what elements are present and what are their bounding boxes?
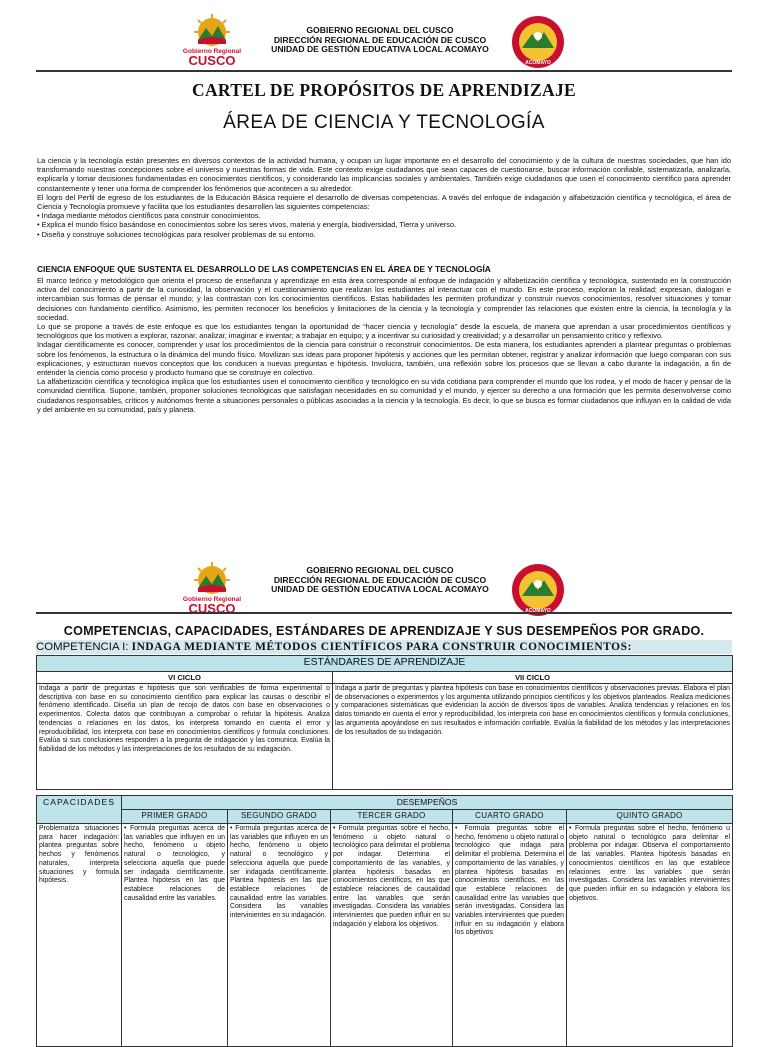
grade-header: CUARTO GRADO: [453, 810, 567, 824]
desempeno-cell: [453, 824, 567, 1047]
gobierno-regional-cusco-logo: [176, 560, 248, 618]
desempeno-cell: [122, 824, 228, 1047]
header-line-3: UNIDAD DE GESTIÓN EDUCATIVA LOCAL ACOMAYO: [271, 584, 489, 595]
ugel-acomayo-seal: [510, 562, 566, 618]
desempeno-text: • Formula preguntas sobre el hecho, fenómeno u objeto natural o tecnológico para delimitar el problema por indagar. Determina el comportamiento de las variables, y plantea hipótesis basadas en conocimientos científicos, en las que establece relaciones de causalidad entre las variables que serán investigadas. Considera las variables intervinientes que pueden influir en su indagación y elabora los objetivos.: [333, 825, 450, 928]
section-title: CIENCIA ENFOQUE QUE SUSTENTA EL DESARROLLO DE LAS COMPETENCIAS EN EL ÁREA DE Y TECNOLOGÍA: [37, 264, 491, 274]
header-second: [0, 560, 768, 620]
intro-bullet: • Explica el mundo físico basándose en conocimientos sobre los seres vivos, materia y energía, biodiversidad, Tierra y universo.: [37, 220, 457, 230]
desempeno-text: • Formula preguntas acerca de las variables que influyen en un hecho, fenómeno u objeto natural o tecnológico y selecciona aquella que puede ser indagada científicamente. Plantea hipótesis en las que establece relaciones de causalidad entre las variables. Considera las variables intervinientes en su indagación.: [230, 825, 328, 920]
grade-header: QUINTO GRADO: [567, 810, 733, 824]
area-title: ÁREA DE CIENCIA Y TECNOLOGÍA: [223, 112, 545, 133]
cycle-vii-standard: Indaga a partir de preguntas y plantea hipótesis con base en conocimientos científicos y observaciones previas. Elabora el plan de observaciones o experimentos y los argumenta utilizando principios científicos y los objetivos planteados. Realiza mediciones y comparaciones sistemáticas que evidencian la acción de diversos tipos de variables. Analiza tendencias y relaciones en los datos tomando en cuenta el error y reproducibilidad, los interpreta con base en conocimientos científicos y formula conclusiones, las argumenta apoyándose en sus resultados e información confiable. Evalúa la fiabilidad de los métodos y las interpretaciones de los resultados de su indagación.: [333, 684, 733, 790]
header-line-3: UNIDAD DE GESTIÓN EDUCATIVA LOCAL ACOMAYO: [271, 44, 489, 55]
logo-left-big: CUSCO: [188, 601, 236, 616]
grade-header: TERCER GRADO: [331, 810, 453, 824]
header-rule: [36, 70, 732, 72]
desempenos-header: DESEMPEÑOS: [122, 796, 733, 810]
header-line-2: DIRECCIÓN REGIONAL DE EDUCACIÓN DE CUSCO: [273, 574, 487, 585]
header-line-1: GOBIERNO REGIONAL DEL CUSCO: [306, 25, 454, 35]
header-line-2: DIRECCIÓN REGIONAL DE EDUCACIÓN DE CUSCO: [273, 34, 487, 45]
cycle-vi-header: VI CICLO: [37, 672, 333, 684]
header-institution-lines: [250, 566, 510, 595]
grade-header: PRIMER GRADO: [122, 810, 228, 824]
intro-paragraph: El logro del Perfil de egreso de los estudiantes de la Educación Básica requiere el desarrollo de diversas competencias. A través del enfoque de indagación y alfabetización científica y tecnológica, el área de Ciencia y Tecnología promueve y facilita que los estudiantes desarrollen las siguientes competencias:: [37, 192, 731, 212]
cycle-vi-standard: Indaga a partir de preguntas e hipótesis que son verificables de forma experimental o descriptiva con base en su conocimiento científico para explicar las causas o describir el fenómeno identificado. Diseña un plan de recojo de datos con base en observaciones o experimentos. Colecta datos que contribuyan a comprobar o refutar la hipótesis. Analiza tendencias o relaciones en los datos, los interpreta tomando en cuenta el error y reproducibilidad, los interpreta con base en conocimientos científicos y formula conclusiones. Evalúa si sus conclusiones responden a la pregunta de indagación y las comunica. Evalúa la fiabilidad de los métodos y las interpretaciones de los resultados de su indagación.: [37, 684, 333, 790]
page-title: CARTEL DE PROPÓSITOS DE APRENDIZAJE: [192, 80, 576, 100]
intro-text: [37, 156, 731, 239]
desempeno-text: • Formula preguntas acerca de las variables que influyen en un hecho, fenómeno u objeto natural o tecnológico, y selecciona aquella que puede ser indagada científicamente. Plantea hipótesis en las que establece relaciones de causalidad entre las variables.: [124, 825, 225, 902]
logo-left-big: CUSCO: [188, 53, 236, 68]
intro-paragraph: La ciencia y la tecnología están presentes en diversos contextos de la actividad humana, y ocupan un lugar importante en el desarrollo del conocimiento y de la cultura de nuestras sociedades, que han ido transformando nuestras concepciones sobre el universo y nuestras formas de vida. Este contexto exige ciudadanos que sean capaces de cuestionarse, buscar información confiable, sistematizarla, analizarla, explicarla y tomar decisiones fundamentadas en conocimientos científicos, y considerando las implicancias sociales y ambientales. También exige ciudadanos que usen el conocimiento científico para aprender constantemente y tener una forma de comprender los fenómenos que acontecen a su alrededor.: [37, 156, 731, 193]
header-top: [0, 12, 768, 72]
seal-caption: ACOMAYO: [525, 60, 551, 66]
intro-bullet: • Indaga mediante métodos científicos para construir conocimientos.: [37, 211, 261, 221]
capacidades-header: CAPACIDADES: [37, 796, 122, 824]
logo-left-caption: Gobierno Regional: [182, 48, 242, 55]
header-institution-lines: [250, 26, 510, 55]
standards-header: ESTÁNDARES DE APRENDIZAJE: [37, 656, 733, 672]
competencia-name: INDAGA MEDIANTE MÉTODOS CIENTÍFICOS PARA CONSTRUIR CONOCIMIENTOS:: [131, 641, 632, 653]
desempeno-text: • Formula preguntas sobre el hecho, fenómeno u objeto natural o tecnológico para delimitar el problema por indagar. Observa el comportamiento de las variables. Plantea hipótesis basadas en conocimientos científicos en las que establece relaciones entre las variables que serán investigadas. Considera las variables intervinientes que pueden influir en su indagación y elabora los objetivos.: [569, 825, 731, 902]
desempeno-cell: [567, 824, 733, 1047]
section-paragraph: Lo que se propone a través de este enfoque es que los estudiantes tengan la oportunidad de “hacer ciencia y tecnología” desde la escuela, de manera que aprendan a usar procedimientos científicos y tecnológicos que los motiven a explorar, razonar, analizar, imaginar e inventar; a trabajar en equipo; y a incentivar su curiosidad y creatividad; y a desarrollar un pensamiento crítico y reflexivo.: [37, 322, 731, 341]
logo-left-caption: Gobierno Regional: [182, 596, 242, 603]
ugel-acomayo-seal: [510, 14, 566, 70]
section-paragraph: Indagar científicamente es conocer, comprender y usar los procedimientos de la ciencia para construir o reconstruir conocimientos. De esta manera, los estudiantes aprenden a plantear preguntas o problemas sobre los fenómenos, la estructura o la dinámica del mundo físico. Movilizan sus ideas para proponer hipótesis y acciones que les permitan obtener, registrar y analizar información que luego comparan con sus explicaciones, y estructuran nuevos conceptos que los conducen a nuevas preguntas e hipótesis. Involucra, también, una reflexión sobre los procesos que se llevan a cabo durante la indagación, a fin de entender la ciencia como proceso y producto humano que se construye en colectivo.: [37, 340, 731, 378]
section-paragraph: La alfabetización científica y tecnológica implica que los estudiantes usen el conocimiento científico y tecnológico en su vida cotidiana para comprender el mundo que los rodea, y el modo de hacer y pensar de la comunidad científica. Supone, también, proponer soluciones tecnológicas que satisfagan necesidades en su comunidad y el mundo, y ejercer su derecho a una formación que les permita desenvolverse como ciudadanos responsables, críticos y autónomos frente a situaciones personales o públicas asociadas a la ciencia y la tecnología. Es decir, lo que se busca es formar ciudadanos que influyan en la calidad de vida y del ambiente en su comunidad, país y planeta.: [37, 377, 731, 414]
competencia-prefix: COMPETENCIA I:: [36, 641, 129, 653]
seal-caption: ACOMAYO: [525, 608, 551, 614]
section-paragraph: El marco teórico y metodológico que orienta el proceso de enseñanza y aprendizaje en esta área corresponde al enfoque de indagación y alfabetización científica y tecnológica, sustentado en la construcción activa del conocimiento a partir de la curiosidad, la observación y el cuestionamiento que realizan los estudiantes al interactuar con el mundo. En este proceso, exploran la realidad; expresan, dialogan e intercambian sus formas de pensar el mundo; y las contrastan con los conocimientos científicos. Estas habilidades les permiten profundizar y construir nuevos conocimientos, resolver situaciones y tomar decisiones con fundamento científico. Asimismo, les permiten reconocer los beneficios y limitaciones de la ciencia y la tecnología y comprender las relaciones que existen entre la ciencia, la tecnología y la sociedad.: [37, 276, 731, 322]
section-text: [37, 276, 731, 414]
gobierno-regional-cusco-logo: [176, 12, 248, 70]
header-line-1: GOBIERNO REGIONAL DEL CUSCO: [306, 565, 454, 575]
competencia-bar: [36, 640, 732, 654]
capacidad-cell: [37, 824, 122, 1047]
grade-header: SEGUNDO GRADO: [228, 810, 331, 824]
standards-table: [36, 655, 733, 790]
capacidad-text: Problematiza situaciones para hacer indagación: plantea preguntas sobre hechos y fenómenos naturales, interpreta situaciones y formula hipótesis.: [39, 825, 119, 885]
header-rule: [36, 612, 732, 614]
intro-bullet: • Diseña y construye soluciones tecnológicas para resolver problemas de su entorno.: [37, 229, 316, 239]
desempeno-cell: [331, 824, 453, 1047]
performance-table: [36, 795, 733, 1047]
desempeno-text: • Formula preguntas sobre el hecho, fenómeno u objeto natural o tecnológico que indaga para delimitar el problema. Determina el comportamiento de las variables, y plantea hipótesis basadas en conocimientos científicos, en las que establece relaciones de causalidad entre las variables que serán investigadas. Considera las variables intervinientes que pueden influir en su indagación y elabora los objetivos: [455, 825, 564, 937]
cycle-vii-header: VII CICLO: [333, 672, 733, 684]
desempeno-cell: [228, 824, 331, 1047]
competencies-title: COMPETENCIAS, CAPACIDADES, ESTÁNDARES DE APRENDIZAJE Y SUS DESEMPEÑOS POR GRADO.: [63, 624, 705, 638]
